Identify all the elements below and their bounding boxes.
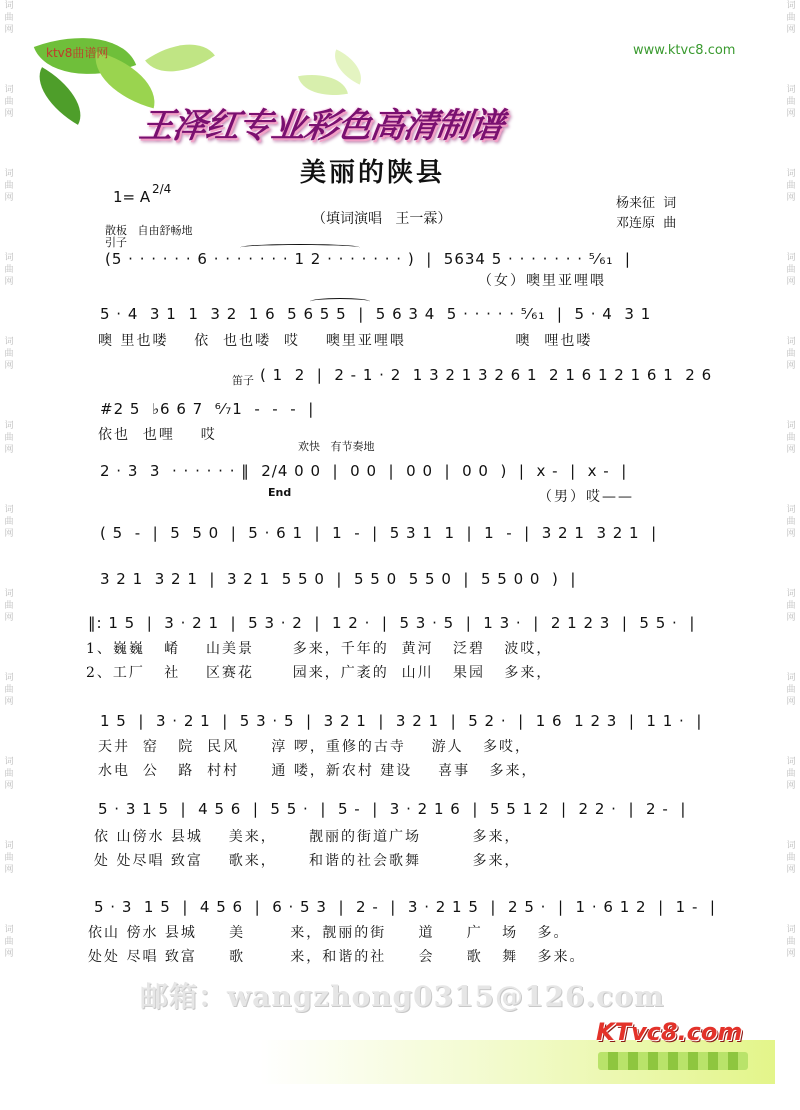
margin-glyph: 曲 (4, 13, 14, 23)
margin-glyph: 词 (4, 253, 14, 263)
margin-glyph: 词 (786, 421, 796, 431)
margin-glyph: 网 (786, 109, 796, 119)
site-logo: KTvc8.com (596, 1018, 743, 1046)
margin-glyph: 网 (4, 445, 14, 455)
margin-glyph: 网 (4, 193, 14, 203)
lyrics-verse-1-b: 2、工厂 社 区赛花 园来，广袤的 山川 果园 多来， (86, 665, 553, 681)
margin-glyph: 网 (4, 277, 14, 287)
lyrics-verse-1-a: 1、巍巍 崤 山美景 多来，千年的 黄河 泛碧 波哎， (86, 641, 553, 657)
margin-glyph: 网 (786, 613, 796, 623)
notation-row-6: ( 5 - | 5 5 0 | 5 · 6 1 | 1 - | 5 3 1 1 | 1 - | 3 2 1 3 2 1 | (100, 524, 658, 542)
margin-glyph: 网 (4, 781, 14, 791)
notation-verse-4: 5 · 3 1 5 | 4 5 6 | 6 · 5 3 | 2 - | 3 · 2 1 5 | 2 5 · | 1 · 6 1 2 | 1 - | (94, 898, 716, 916)
margin-glyph: 曲 (4, 181, 14, 191)
margin-glyph: 曲 (4, 433, 14, 443)
margin-glyph: 曲 (4, 265, 14, 275)
margin-glyph: 曲 (786, 13, 796, 23)
lyrics-row-2: 噢 里也喽 依 也也喽 哎 噢里亚哩喂 噢 哩也喽 (98, 333, 593, 349)
margin-glyph: 网 (786, 445, 796, 455)
site-name-left: ktv8曲谱网 (46, 46, 109, 60)
margin-glyph: 词 (4, 505, 14, 515)
lyrics-verse-2-a: 天井 窑 院 民风 淳 啰，重修的古寺 游人 多哎， (98, 739, 532, 755)
right-margin-watermark (784, 0, 798, 1110)
song-title: 美丽的陕县 (300, 158, 446, 188)
margin-glyph: 词 (4, 925, 14, 935)
margin-glyph: 网 (786, 781, 796, 791)
composer-credit: 邓连原 曲 (616, 216, 677, 231)
margin-glyph: 曲 (786, 853, 796, 863)
margin-glyph: 曲 (786, 97, 796, 107)
margin-glyph: 词 (786, 253, 796, 263)
logo-strip (598, 1052, 748, 1070)
lyrics-verse-3-b: 处 处尽唱 致富 歌来， 和谐的社会歌舞 多来， (94, 853, 521, 869)
lyrics-verse-3-a: 依 山傍水 县城 美来， 靓丽的街道广场 多来， (94, 829, 521, 845)
margin-glyph: 网 (786, 529, 796, 539)
lyrics-row-4: 依也 也哩 哎 (98, 427, 217, 443)
margin-glyph: 曲 (786, 601, 796, 611)
tempo-marking-lively: 欢快 有节奏地 (298, 440, 375, 453)
margin-glyph: 网 (4, 361, 14, 371)
slur (310, 298, 370, 305)
margin-glyph: 词 (4, 1, 14, 11)
margin-glyph: 词 (786, 841, 796, 851)
margin-glyph: 网 (4, 529, 14, 539)
notation-row-4: #2 5 ♭6 6 7 ⁶⁄₇1 - - - | (100, 400, 315, 418)
notation-verse-1: ‖: 1 5 | 3 · 2 1 | 5 3 · 2 | 1 2 · | 5 3 · 5 | 1 3 · | 2 1 2 3 | 5 5 · | (88, 614, 696, 632)
margin-glyph: 词 (786, 505, 796, 515)
site-url: www.ktvc8.com (633, 43, 736, 58)
slur (240, 244, 360, 251)
margin-glyph: 词 (4, 589, 14, 599)
margin-glyph: 词 (786, 673, 796, 683)
margin-glyph: 曲 (786, 685, 796, 695)
lyrics-row-5: （男）哎—— (538, 489, 634, 505)
margin-glyph: 曲 (786, 937, 796, 947)
margin-glyph: 曲 (786, 433, 796, 443)
notation-row-2: 5 · 4 3 1 1 3 2 1 6 5 6 5 5 | 5 6 3 4 5 · · · · · ⁵⁄₆₁ | 5 · 4 3 1 (100, 305, 652, 323)
margin-glyph: 曲 (4, 97, 14, 107)
margin-glyph: 词 (786, 169, 796, 179)
margin-glyph: 曲 (4, 853, 14, 863)
margin-glyph: 网 (786, 865, 796, 875)
lyrics-verse-4-a: 依山 傍水 县城 美 来，靓丽的街 道 广 场 多。 (88, 925, 570, 941)
margin-glyph: 网 (786, 949, 796, 959)
margin-glyph: 曲 (786, 349, 796, 359)
lyrics-row-1: （女）噢里亚哩喂 (478, 273, 606, 289)
margin-glyph: 曲 (4, 769, 14, 779)
left-margin-watermark (2, 0, 16, 1110)
margin-glyph: 词 (4, 757, 14, 767)
margin-glyph: 曲 (786, 517, 796, 527)
margin-glyph: 网 (4, 949, 14, 959)
margin-glyph: 曲 (4, 601, 14, 611)
margin-glyph: 网 (786, 697, 796, 707)
margin-glyph: 网 (4, 109, 14, 119)
margin-glyph: 词 (4, 337, 14, 347)
notation-verse-2: 1 5 | 3 · 2 1 | 5 3 · 5 | 3 2 1 | 3 2 1 | 5 2 · | 1 6 1 2 3 | 1 1 · | (100, 712, 703, 730)
margin-glyph: 曲 (4, 685, 14, 695)
singer-credit: （填词演唱 王一霖） (312, 211, 452, 227)
notation-row-7: 3 2 1 3 2 1 | 3 2 1 5 5 0 | 5 5 0 5 5 0 | 5 5 0 0 ) | (100, 570, 577, 588)
margin-glyph: 网 (786, 277, 796, 287)
margin-glyph: 网 (4, 613, 14, 623)
email-watermark: 邮箱：wangzhong0315@126.com (140, 980, 665, 1013)
margin-glyph: 网 (4, 697, 14, 707)
margin-glyph: 网 (786, 361, 796, 371)
lyrics-verse-2-b: 水电 公 路 村村 通 喽，新农村 建设 喜事 多来， (98, 763, 538, 779)
margin-glyph: 词 (4, 169, 14, 179)
key-signature: 1= A (113, 188, 151, 206)
flute-label: 笛子 (232, 374, 254, 387)
margin-glyph: 词 (786, 925, 796, 935)
margin-glyph: 网 (4, 25, 14, 35)
margin-glyph: 词 (786, 757, 796, 767)
margin-glyph: 曲 (786, 265, 796, 275)
notation-row-5: 2 · 3 3 · · · · · · ‖ 2/4 0 0 | 0 0 | 0 0 | 0 0 ) | x - | x - | (100, 462, 628, 480)
lyrics-verse-4-b: 处处 尽唱 致富 歌 来，和谐的社 会 歌 舞 多来。 (88, 949, 586, 965)
margin-glyph: 曲 (4, 349, 14, 359)
margin-glyph: 网 (4, 865, 14, 875)
margin-glyph: 曲 (4, 937, 14, 947)
intro-label: 引子 (105, 236, 127, 249)
margin-glyph: 词 (4, 841, 14, 851)
margin-glyph: 词 (4, 673, 14, 683)
margin-glyph: 词 (4, 85, 14, 95)
notation-verse-3: 5 · 3 1 5 | 4 5 6 | 5 5 · | 5 - | 3 · 2 1 6 | 5 5 1 2 | 2 2 · | 2 - | (98, 800, 687, 818)
margin-glyph: 曲 (786, 769, 796, 779)
margin-glyph: 曲 (4, 517, 14, 527)
notation-row-3-flute: ( 1 2 | 2 - 1 · 2 1 3 2 1 3 2 6 1 2 1 6 1 2 1 6 1 2 6 (260, 366, 713, 384)
tempo-marking-free: 散板 自由舒畅地 (105, 224, 193, 237)
notation-row-1: (5 · · · · · · 6 · · · · · · · 1 2 · · · · · · · ) | 5634 5 · · · · · · · ⁵⁄₆₁ | (105, 250, 631, 268)
end-label: End (268, 486, 292, 499)
margin-glyph: 词 (786, 589, 796, 599)
margin-glyph: 曲 (786, 181, 796, 191)
lyricist-credit: 杨来征 词 (616, 196, 677, 211)
margin-glyph: 词 (4, 421, 14, 431)
margin-glyph: 网 (786, 25, 796, 35)
time-signature: 2/4 (152, 182, 172, 196)
margin-glyph: 网 (786, 193, 796, 203)
margin-glyph: 词 (786, 1, 796, 11)
margin-glyph: 词 (786, 337, 796, 347)
margin-glyph: 词 (786, 85, 796, 95)
banner-title: 王泽红专业彩色高清制谱 (136, 106, 506, 146)
